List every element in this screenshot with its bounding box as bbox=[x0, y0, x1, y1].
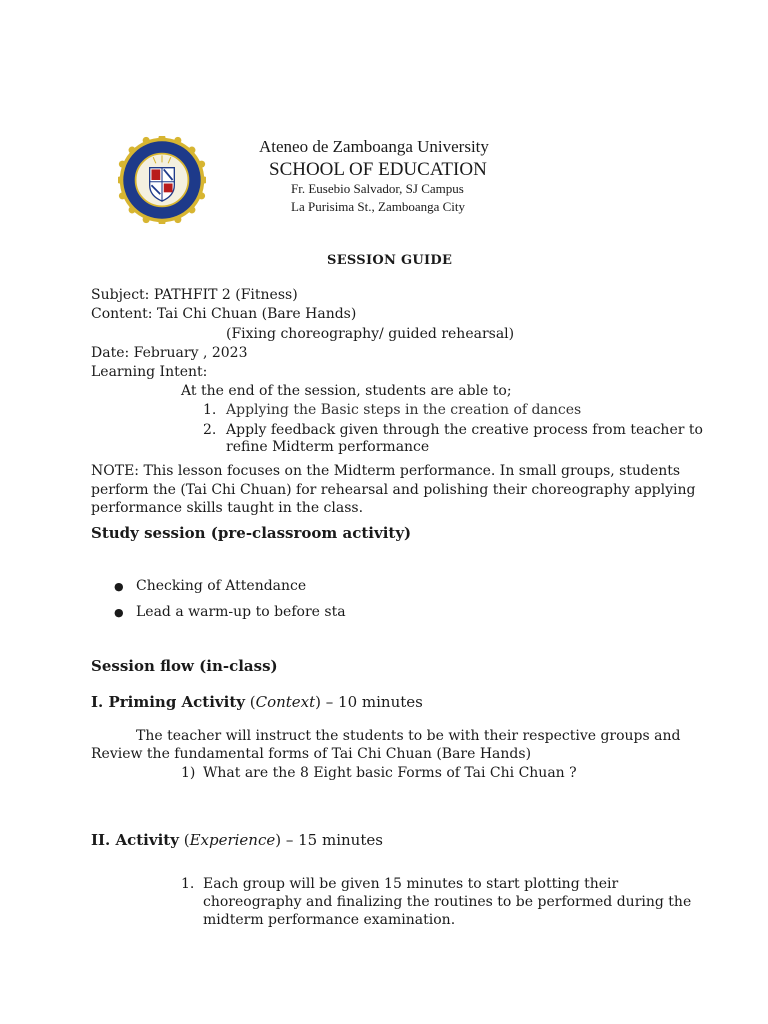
priming-paragraph: The teacher will instruct the students to be with their respective groups and bbox=[136, 728, 681, 744]
university-seal-logo bbox=[118, 136, 206, 224]
activity-label: II. Activity bbox=[91, 831, 179, 849]
note-line: NOTE: This lesson focuses on the Midterm performance. In small groups, students bbox=[91, 463, 681, 479]
activity-item-line: Each group will be given 15 minutes to start plotting their bbox=[203, 876, 619, 892]
intent-number: 2. bbox=[203, 422, 217, 438]
study-item: Lead a warm-up to before sta bbox=[136, 604, 346, 620]
study-session-heading: Study session (pre-classroom activity) bbox=[91, 524, 412, 542]
priming-paren: ( bbox=[244, 693, 256, 711]
campus-name: Fr. Eusebio Salvador, SJ Campus bbox=[291, 181, 464, 196]
bullet-icon: ● bbox=[114, 580, 124, 593]
learning-intent-label: Learning Intent: bbox=[91, 364, 208, 380]
intent-number: 1. bbox=[203, 402, 217, 418]
activity-duration: ) – 15 minutes bbox=[275, 831, 383, 849]
study-item: Checking of Attendance bbox=[136, 578, 307, 594]
school-name: SCHOOL OF EDUCATION bbox=[269, 159, 487, 180]
activity-experience: Experience bbox=[189, 831, 276, 849]
date-line: Date: February , 2023 bbox=[91, 345, 248, 361]
university-name: Ateneo de Zamboanga University bbox=[259, 137, 489, 156]
session-flow-heading: Session flow (in-class) bbox=[91, 657, 278, 675]
priming-paragraph-continued: Review the fundamental forms of Tai Chi Chuan (Bare Hands) bbox=[91, 746, 532, 762]
intent-lead: At the end of the session, students are able to; bbox=[181, 383, 512, 399]
activity-item-line: midterm performance examination. bbox=[203, 912, 456, 928]
document-title: SESSION GUIDE bbox=[327, 253, 453, 268]
activity-item-number: 1. bbox=[181, 876, 195, 892]
intent-item-continued: refine Midterm performance bbox=[226, 439, 430, 455]
question-number: 1) bbox=[181, 765, 196, 781]
content-subline: (Fixing choreography/ guided rehearsal) bbox=[226, 326, 515, 342]
intent-item: Apply feedback given through the creative process from teacher to bbox=[226, 422, 703, 438]
priming-activity-heading bbox=[91, 693, 423, 711]
content-line: Content: Tai Chi Chuan (Bare Hands) bbox=[91, 306, 357, 322]
bullet-icon: ● bbox=[114, 606, 124, 619]
intent-item: Applying the Basic steps in the creation of dances bbox=[226, 402, 582, 418]
priming-question: What are the 8 Eight basic Forms of Tai Chi Chuan ? bbox=[203, 765, 577, 781]
activity-item-line: choreography and finalizing the routines to be performed during the bbox=[203, 894, 692, 910]
subject-line: Subject: PATHFIT 2 (Fitness) bbox=[91, 287, 298, 303]
priming-duration: ) – 10 minutes bbox=[315, 693, 423, 711]
note-line: perform the (Tai Chi Chuan) for rehearsal and polishing their choreography applying bbox=[91, 482, 696, 498]
campus-address: La Purisima St., Zamboanga City bbox=[291, 199, 466, 214]
note-line: performance skills taught in the class. bbox=[91, 500, 364, 516]
priming-context: Context bbox=[255, 693, 316, 711]
activity-heading bbox=[91, 831, 383, 849]
priming-label: I. Priming Activity bbox=[91, 693, 245, 711]
activity-paren: ( bbox=[178, 831, 190, 849]
